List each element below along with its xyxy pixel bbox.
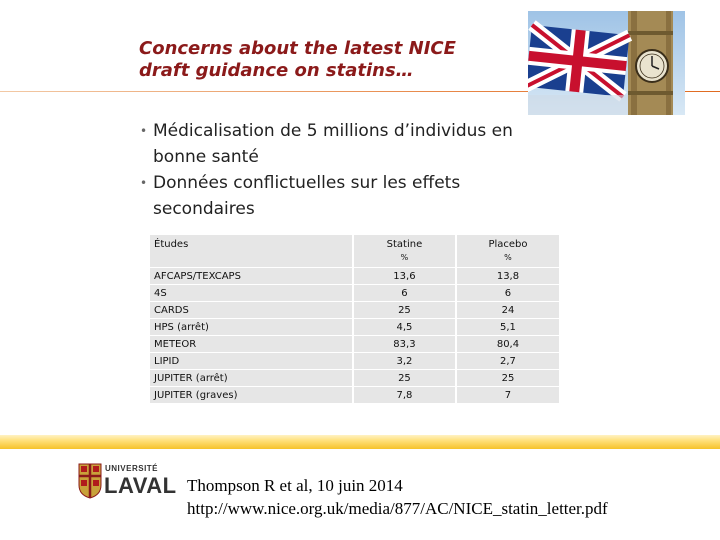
table-row — [150, 268, 559, 284]
cell-statin: 25 — [352, 370, 455, 386]
table-row — [150, 319, 559, 335]
cell-placebo: 80,4 — [455, 336, 559, 352]
cell-statin: 3,2 — [352, 353, 455, 369]
bullet-text-line-2: secondaires — [153, 199, 255, 219]
table-row — [150, 353, 559, 369]
union-jack-big-ben-photo — [528, 11, 685, 115]
table-header-row — [150, 235, 559, 267]
cell-study: 4S — [150, 285, 352, 301]
cell-study: AFCAPS/TEXCAPS — [150, 268, 352, 284]
header-studies: Études — [150, 235, 352, 267]
bullet-item — [140, 118, 590, 170]
header-placebo — [455, 235, 559, 267]
cell-study: LIPID — [150, 353, 352, 369]
cell-placebo: 5,1 — [455, 319, 559, 335]
cell-statin: 7,8 — [352, 387, 455, 403]
cell-statin: 4,5 — [352, 319, 455, 335]
bullet-dot-icon: • — [140, 176, 148, 190]
laval-shield-icon — [78, 463, 102, 499]
table-row — [150, 336, 559, 352]
cell-statin: 83,3 — [352, 336, 455, 352]
adverse-effects-table — [150, 234, 559, 404]
header-statin-label: Statine — [386, 239, 423, 250]
cell-placebo: 24 — [455, 302, 559, 318]
citation-url: http://www.nice.org.uk/media/877/AC/NICE_statin_letter.pdf — [187, 499, 608, 518]
header-statin — [352, 235, 455, 267]
bullet-text-line-1: Données conflictuelles sur les effets — [153, 173, 461, 193]
header-placebo-label: Placebo — [488, 239, 528, 250]
bullet-item — [140, 170, 590, 222]
table-row — [150, 285, 559, 301]
cell-placebo: 25 — [455, 370, 559, 386]
table-row — [150, 370, 559, 386]
cell-placebo: 13,8 — [455, 268, 559, 284]
cell-statin: 6 — [352, 285, 455, 301]
slide-title — [139, 38, 519, 82]
cell-placebo: 2,7 — [455, 353, 559, 369]
footer-accent-band — [0, 435, 720, 449]
table-row — [150, 302, 559, 318]
universite-laval-logo — [78, 463, 178, 501]
logo-laval-text: LAVAL — [104, 473, 177, 498]
header-statin-unit: % — [400, 253, 409, 262]
citation — [187, 474, 608, 520]
bullet-list — [140, 118, 590, 222]
cell-placebo: 7 — [455, 387, 559, 403]
cell-placebo: 6 — [455, 285, 559, 301]
cell-statin: 13,6 — [352, 268, 455, 284]
citation-reference: Thompson R et al, 10 juin 2014 — [187, 476, 403, 495]
cell-study: METEOR — [150, 336, 352, 352]
slide-title-line-2: draft guidance on statins… — [139, 60, 414, 81]
cell-study: CARDS — [150, 302, 352, 318]
logo-university-text: UNIVERSITÉ — [105, 464, 159, 473]
bullet-dot-icon: • — [140, 124, 148, 138]
cell-statin: 25 — [352, 302, 455, 318]
cell-study: HPS (arrêt) — [150, 319, 352, 335]
header-placebo-unit: % — [504, 253, 512, 262]
slide-title-line-1: Concerns about the latest NICE — [139, 38, 456, 59]
cell-study: JUPITER (arrêt) — [150, 370, 352, 386]
table-row — [150, 387, 559, 403]
bullet-text-line-1: Médicalisation de 5 millions d’individus en — [153, 121, 513, 141]
bullet-text-line-2: bonne santé — [153, 147, 259, 167]
cell-study: JUPITER (graves) — [150, 387, 352, 403]
